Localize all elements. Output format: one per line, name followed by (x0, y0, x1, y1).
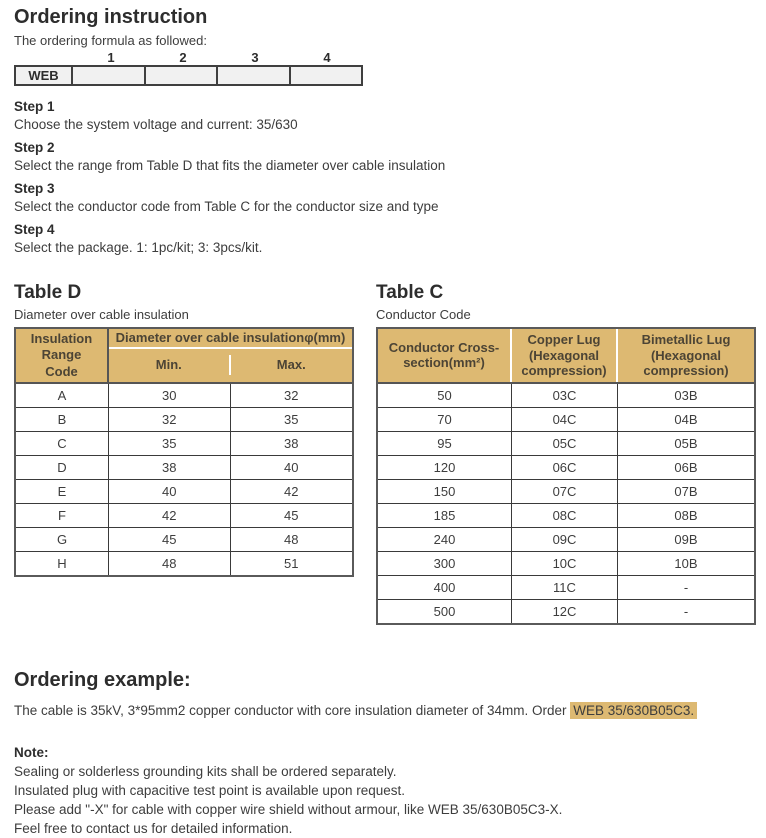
formula-position-label: 3 (251, 50, 259, 65)
table-row (16, 431, 352, 455)
cell-size: 150 (378, 480, 512, 503)
step-1-label: Step 1 (14, 99, 55, 114)
step-2-text: Select the range from Table D that fits the diameter over cable insulation (14, 158, 446, 173)
formula-blank-cell-3 (218, 67, 291, 84)
table-c-body (378, 382, 754, 623)
table-row (378, 455, 754, 479)
table-row (16, 479, 352, 503)
formula-intro: The ordering formula as followed: (14, 33, 207, 48)
cell-max: 38 (284, 435, 299, 451)
cell-code: F (16, 504, 109, 527)
ordering-example-text (14, 703, 760, 718)
table-row (378, 575, 754, 599)
cell-size: 240 (378, 528, 512, 551)
table-row (378, 503, 754, 527)
note-line: Feel free to contact us for detailed information. (14, 820, 293, 836)
cell-size: 300 (378, 552, 512, 575)
cell-min: 42 (109, 504, 231, 527)
step-4-label: Step 4 (14, 222, 55, 237)
cell-max: 51 (284, 555, 299, 571)
cell-bimetallic: 07B (674, 483, 698, 499)
cell-copper: 11C (512, 576, 618, 599)
table-row (16, 455, 352, 479)
table-row (16, 527, 352, 551)
cell-code: C (16, 432, 109, 455)
table-d-subtitle: Diameter over cable insulation (14, 307, 189, 322)
cell-code: B (16, 408, 109, 431)
cell-size: 95 (378, 432, 512, 455)
table-c-title: Table C (376, 282, 444, 303)
cell-copper: 04C (512, 408, 618, 431)
table-d-block (14, 282, 354, 625)
cell-code: E (16, 480, 109, 503)
table-d-header-min: Min. (109, 355, 231, 375)
table-row (378, 527, 754, 551)
note-line: Please add "-X" for cable with copper wire shield without armour, like WEB 35/630B05C3-X. (14, 801, 563, 817)
step-3-text: Select the conductor code from Table C for the conductor size and type (14, 199, 439, 214)
formula-cell-row (14, 65, 363, 86)
formula-position-label: 4 (323, 50, 331, 65)
table-d-body (16, 382, 352, 575)
cell-size: 400 (378, 576, 512, 599)
formula-prefix-cell: WEB (16, 67, 73, 84)
cell-size: 120 (378, 456, 512, 479)
table-c-header-cross-section: Conductor Cross-section(mm²) (378, 329, 512, 382)
page-title: Ordering instruction (14, 6, 208, 28)
formula-blank-cell-4 (291, 67, 362, 84)
ordering-formula-table (14, 50, 363, 86)
table-c-header-bimetallic-lug: Bimetallic Lug (Hexagonal compression) (641, 332, 731, 379)
steps-section (14, 99, 760, 255)
cell-size: 185 (378, 504, 512, 527)
cell-bimetallic: - (683, 603, 689, 619)
tables-section (14, 282, 760, 625)
cell-max: 45 (284, 507, 299, 523)
table-c-header (378, 329, 754, 382)
cell-min: 48 (109, 552, 231, 575)
ordering-example-text-before: The cable is 35kV, 3*95mm2 copper conductor with core insulation diameter of 34mm. Order (14, 702, 571, 718)
table-c (376, 327, 756, 625)
table-d-title: Table D (14, 282, 82, 303)
formula-blank-cell-2 (146, 67, 219, 84)
table-row (378, 407, 754, 431)
cell-min: 30 (109, 384, 231, 407)
cell-bimetallic: 10B (674, 555, 698, 571)
cell-min: 32 (109, 408, 231, 431)
cell-max: 48 (284, 531, 299, 547)
cell-code: D (16, 456, 109, 479)
cell-code: H (16, 552, 109, 575)
cell-max: 42 (284, 483, 299, 499)
cell-bimetallic: 03B (674, 387, 698, 403)
step-3-label: Step 3 (14, 181, 55, 196)
table-row (378, 431, 754, 455)
note-section (14, 743, 760, 838)
table-d-header (16, 329, 352, 382)
table-row (378, 382, 754, 407)
cell-bimetallic: 06B (674, 459, 698, 475)
note-line: Sealing or solderless grounding kits shall be ordered separately. (14, 763, 397, 779)
formula-blank-cell-1 (73, 67, 146, 84)
note-label: Note: (14, 744, 49, 760)
note-line: Insulated plug with capacitive test point is available upon request. (14, 782, 405, 798)
cell-bimetallic: 08B (674, 507, 698, 523)
cell-copper: 12C (512, 600, 618, 623)
cell-min: 45 (109, 528, 231, 551)
cell-copper: 10C (512, 552, 618, 575)
table-row (378, 599, 754, 623)
table-d-header-max: Max. (276, 357, 306, 373)
table-row (16, 551, 352, 575)
cell-copper: 08C (512, 504, 618, 527)
table-c-block (376, 282, 756, 625)
cell-code: A (16, 384, 109, 407)
cell-copper: 07C (512, 480, 618, 503)
cell-bimetallic: 04B (674, 411, 698, 427)
table-row (16, 503, 352, 527)
formula-label-spacer (14, 50, 75, 65)
cell-min: 40 (109, 480, 231, 503)
cell-copper: 09C (512, 528, 618, 551)
formula-position-label: 2 (179, 50, 187, 65)
cell-min: 38 (109, 456, 231, 479)
ordering-example-title: Ordering example: (14, 668, 191, 691)
formula-position-label: 1 (107, 50, 115, 65)
table-d-header-diameter: Diameter over cable insulationφ(mm) (109, 329, 352, 349)
formula-position-labels (14, 50, 363, 65)
step-1-text: Choose the system voltage and current: 35/630 (14, 117, 298, 132)
cell-code: G (16, 528, 109, 551)
cell-bimetallic: 05B (674, 435, 698, 451)
table-c-subtitle: Conductor Code (376, 307, 471, 322)
order-code-highlight: WEB 35/630B05C3. (570, 702, 697, 719)
table-row (378, 479, 754, 503)
cell-size: 70 (378, 408, 512, 431)
cell-max: 35 (284, 411, 299, 427)
cell-copper: 05C (512, 432, 618, 455)
cell-min: 35 (109, 432, 231, 455)
cell-max: 32 (284, 387, 299, 403)
cell-max: 40 (284, 459, 299, 475)
cell-size: 50 (378, 384, 512, 407)
table-c-header-copper-lug: Copper Lug (Hexagonal compression) (512, 329, 618, 382)
cell-copper: 03C (512, 384, 618, 407)
cell-copper: 06C (512, 456, 618, 479)
table-d (14, 327, 354, 577)
cell-bimetallic: - (683, 579, 689, 595)
table-row (16, 407, 352, 431)
cell-size: 500 (378, 600, 512, 623)
table-d-header-range-code: Insulation Range Code (16, 329, 109, 382)
step-2-label: Step 2 (14, 140, 55, 155)
table-row (16, 382, 352, 407)
table-row (378, 551, 754, 575)
cell-bimetallic: 09B (674, 531, 698, 547)
step-4-text: Select the package. 1: 1pc/kit; 3: 3pcs/kit. (14, 240, 263, 255)
